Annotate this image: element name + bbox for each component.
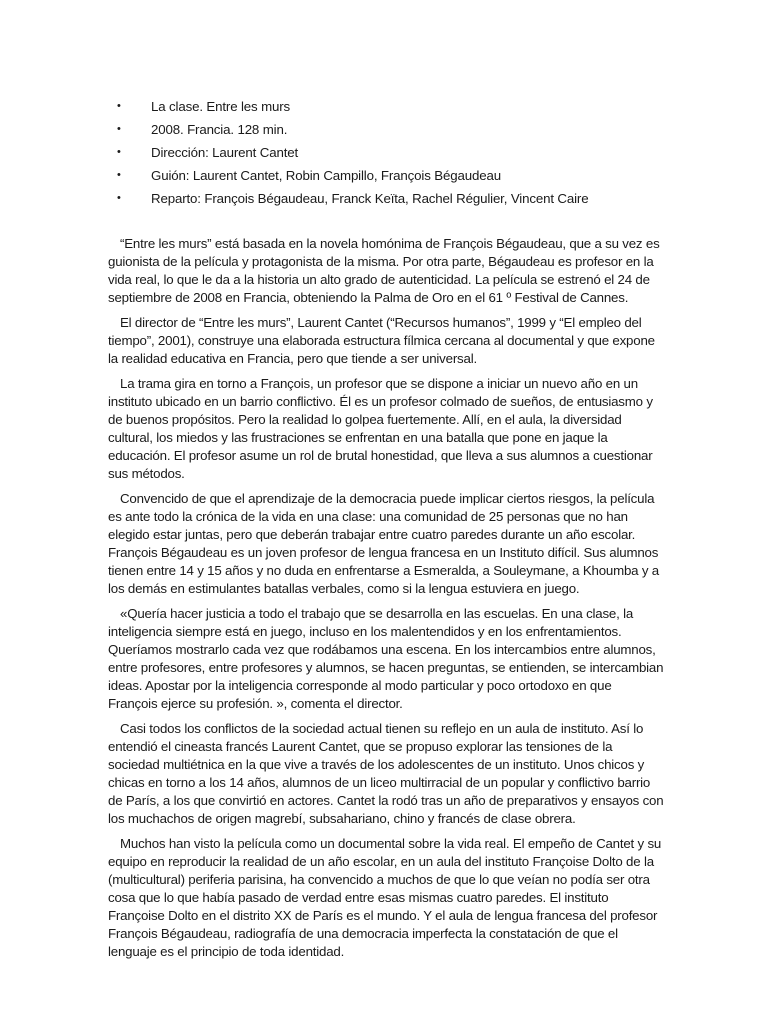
paragraph-plot: La trama gira en torno a François, un profesor que se dispone a iniciar un nuevo año en un instituto ubicado en un barrio conflictivo. Él es un profesor colmado de sueños, de entusiasmo y de buenos propósitos. Pero la realidad lo golpea fuertemente. Allí, en el aula, la diversidad cultural, los miedos y las frustraciones se enfrentan en una batalla que pone en jaque la educación. El profesor asume un rol de brutal honestidad, que lleva a sus alumnos a cuestionar sus métodos. bbox=[108, 376, 653, 481]
paragraph-director: El director de “Entre les murs”, Laurent Cantet (“Recursos humanos”, 1999 y “El empleo del tiempo”, 2001), construye una elaborada estructura fílmica cercana al documental y que expone la realidad educativa en Francia, pero que tiende a ser universal. bbox=[108, 315, 655, 366]
film-year-country-duration: 2008. Francia. 128 min. bbox=[151, 122, 288, 137]
article-body bbox=[108, 235, 664, 968]
list-item bbox=[117, 118, 717, 141]
list-item bbox=[117, 187, 717, 210]
bullet-icon: • bbox=[117, 146, 121, 158]
bullet-icon: • bbox=[117, 123, 121, 135]
paragraph-conflicts: Casi todos los conflictos de la sociedad actual tienen su reflejo en un aula de instituto. Así lo entendió el cineasta francés Laurent Cantet, que se propuso explorar las tensiones de la sociedad multiétnica en la que vive a través de los adolescentes de un instituto. Unos chicos y chicas en torno a los 14 años, alumnos de un liceo multirracial de un popular y conflictivo barrio de París, a los que convirtió en actores. Cantet la rodó tras un año de preparativos y ensayos con los muchachos de origen magrebí, subsahariano, chino y francés de clase obrera. bbox=[108, 721, 664, 826]
list-item bbox=[117, 164, 717, 187]
film-cast: Reparto: François Bégaudeau, Franck Keïta, Rachel Régulier, Vincent Caire bbox=[151, 191, 589, 206]
film-info-list bbox=[117, 95, 717, 210]
film-director: Dirección: Laurent Cantet bbox=[151, 145, 299, 160]
paragraph-director-quote: «Quería hacer justicia a todo el trabajo que se desarrolla en las escuelas. En una clase, la inteligencia siempre está en juego, incluso en los malentendidos y en los enfrentamientos. Queríamos mostrarlo cada vez que rodábamos una escena. En los intercambios entre alumnos, entre profesores, entre profesores y alumnos, se hacen preguntas, se entienden, se intercambian ideas. Apostar por la inteligencia corresponde al modo particular y poco ortodoxo en que François ejerce su profesión. », comenta el director. bbox=[108, 606, 664, 711]
list-item bbox=[117, 141, 717, 164]
film-title: La clase. Entre les murs bbox=[151, 99, 291, 114]
film-screenplay: Guión: Laurent Cantet, Robin Campillo, François Bégaudeau bbox=[151, 168, 501, 183]
paragraph-intro: “Entre les murs” está basada en la novela homónima de François Bégaudeau, que a su vez es guionista de la película y protagonista de la misma. Por otra parte, Bégaudeau es profesor en la vida real, lo que le da a la historia un alto grado de autenticidad. La película se estrenó el 24 de septiembre de 2008 en Francia, obteniendo la Palma de Oro en el 61 º Festival de Cannes. bbox=[108, 236, 660, 305]
bullet-icon: • bbox=[117, 192, 121, 204]
list-item bbox=[117, 95, 717, 118]
bullet-icon: • bbox=[117, 100, 121, 112]
bullet-icon: • bbox=[117, 169, 121, 181]
paragraph-democracy: Convencido de que el aprendizaje de la democracia puede implicar ciertos riesgos, la película es ante todo la crónica de la vida en una clase: una comunidad de 25 personas que no han elegido estar juntas, pero que deberán trabajar entre cuatro paredes durante un año escolar. François Bégaudeau es un joven profesor de lengua francesa en un Instituto difícil. Sus alumnos tienen entre 14 y 15 años y no duda en enfrentarse a Esmeralda, a Souleymane, a Khoumba y a los demás en estimulantes batallas verbales, como si la lengua estuviera en juego. bbox=[108, 491, 659, 596]
paragraph-documentary: Muchos han visto la película como un documental sobre la vida real. El empeño de Cantet y su equipo en reproducir la realidad de un año escolar, en un aula del instituto Françoise Dolto de la (multicultural) periferia parisina, ha convencido a muchos de que lo que veían no podía ser otra cosa que lo que había pasado de verdad entre esas mismas cuatro paredes. El instituto Françoise Dolto en el distrito XX de París es el mundo. Y el aula de lengua francesa del profesor François Bégaudeau, radiografía de una democracia imperfecta la constatación de que el lenguaje es el principio de toda identidad. bbox=[108, 836, 662, 959]
